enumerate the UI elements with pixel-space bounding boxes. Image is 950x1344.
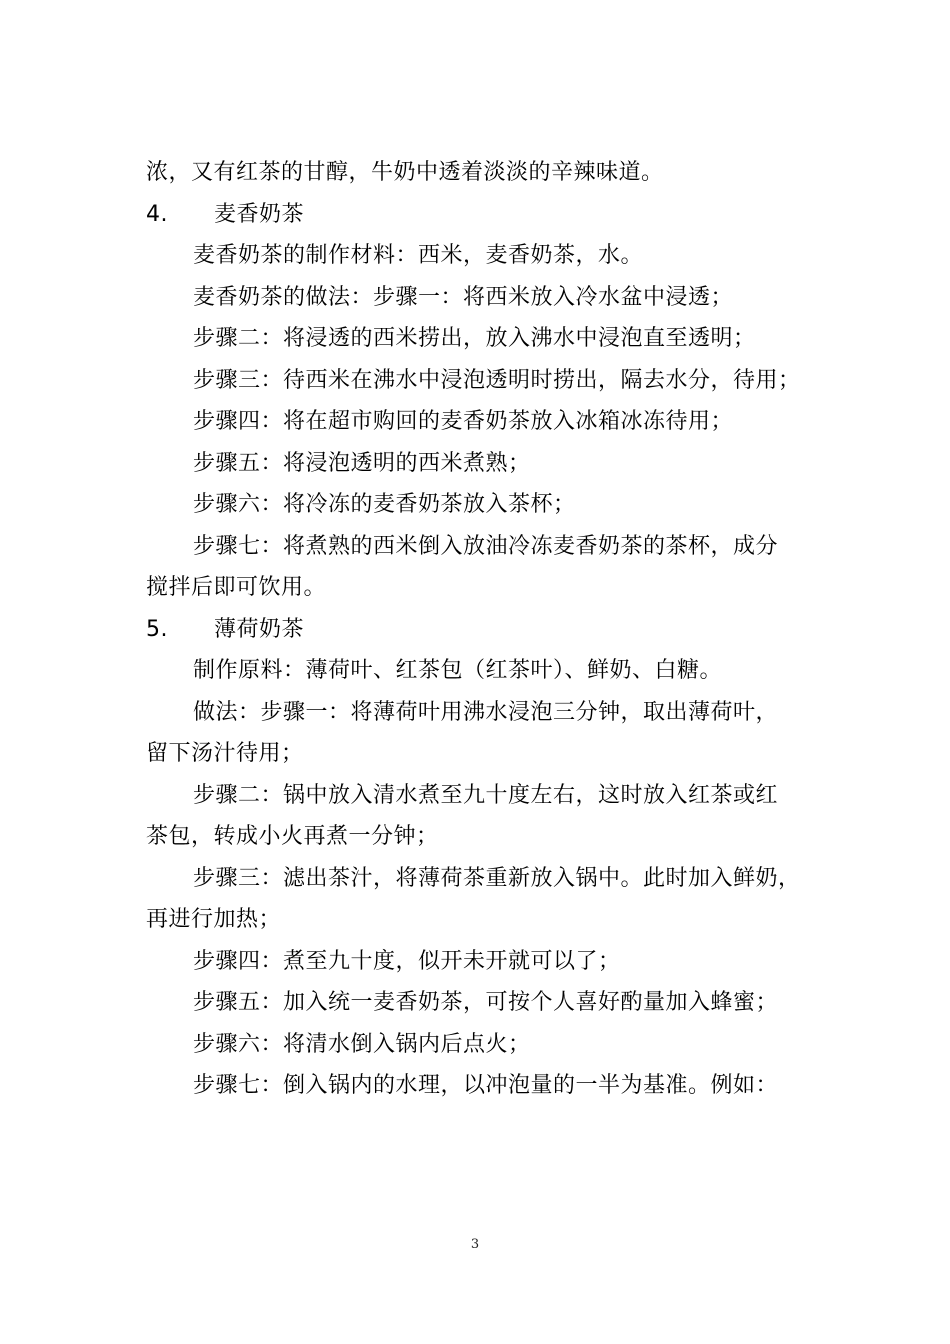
paragraph-line: 步骤七：倒入锅内的水理，以冲泡量的一半为基准。例如： bbox=[193, 1073, 779, 1098]
paragraph-line: 做法：步骤一：将薄荷叶用沸水浸泡三分钟，取出薄荷叶， bbox=[193, 700, 779, 725]
paragraph-line: 步骤三：滤出茶汁，将薄荷茶重新放入锅中。此时加入鲜奶， bbox=[193, 866, 801, 891]
paragraph-line: 茶包，转成小火再煮一分钟； bbox=[146, 824, 439, 849]
paragraph-line: 浓，又有红茶的甘醇，牛奶中透着淡淡的辛辣味道。 bbox=[146, 160, 664, 185]
paragraph-line: 步骤三：待西米在沸水中浸泡透明时捞出，隔去水分，待用； bbox=[193, 368, 801, 393]
section-title: 麦香奶茶 bbox=[214, 202, 305, 227]
section-heading bbox=[146, 616, 304, 644]
section-heading bbox=[146, 201, 304, 229]
paragraph-line: 步骤四：将在超市购回的麦香奶茶放入冰箱冰冻待用； bbox=[193, 409, 734, 434]
paragraph-line: 步骤五：将浸泡透明的西米煮熟； bbox=[193, 451, 531, 476]
section-number: 5. bbox=[146, 617, 168, 642]
paragraph-line: 步骤七：将煮熟的西米倒入放油冷冻麦香奶茶的茶杯，成分 bbox=[193, 534, 779, 559]
paragraph-line: 步骤四：煮至九十度，似开未开就可以了； bbox=[193, 949, 621, 974]
paragraph-line: 步骤二：将浸透的西米捞出，放入沸水中浸泡直至透明； bbox=[193, 326, 756, 351]
paragraph-line: 麦香奶茶的做法：步骤一：将西米放入冷水盆中浸透； bbox=[193, 285, 734, 310]
paragraph-line: 步骤二：锅中放入清水煮至九十度左右，这时放入红茶或红 bbox=[193, 783, 779, 808]
paragraph-line: 步骤五：加入统一麦香奶茶，可按个人喜好酌量加入蜂蜜； bbox=[193, 990, 779, 1015]
paragraph-line: 再进行加热； bbox=[146, 907, 282, 932]
paragraph-line: 步骤六：将清水倒入锅内后点火； bbox=[193, 1032, 531, 1057]
paragraph-line: 留下汤汁待用； bbox=[146, 741, 304, 766]
paragraph-line: 麦香奶茶的制作材料：西米，麦香奶茶，水。 bbox=[193, 243, 644, 268]
paragraph-line: 搅拌后即可饮用。 bbox=[146, 575, 327, 600]
paragraph-line: 制作原料：薄荷叶、红茶包（红茶叶）、鲜奶、白糖。 bbox=[193, 658, 723, 683]
page-number: 3 bbox=[470, 1237, 480, 1252]
paragraph-line: 步骤六：将冷冻的麦香奶茶放入茶杯； bbox=[193, 492, 576, 517]
section-number: 4. bbox=[146, 202, 168, 227]
section-title: 薄荷奶茶 bbox=[214, 617, 305, 642]
